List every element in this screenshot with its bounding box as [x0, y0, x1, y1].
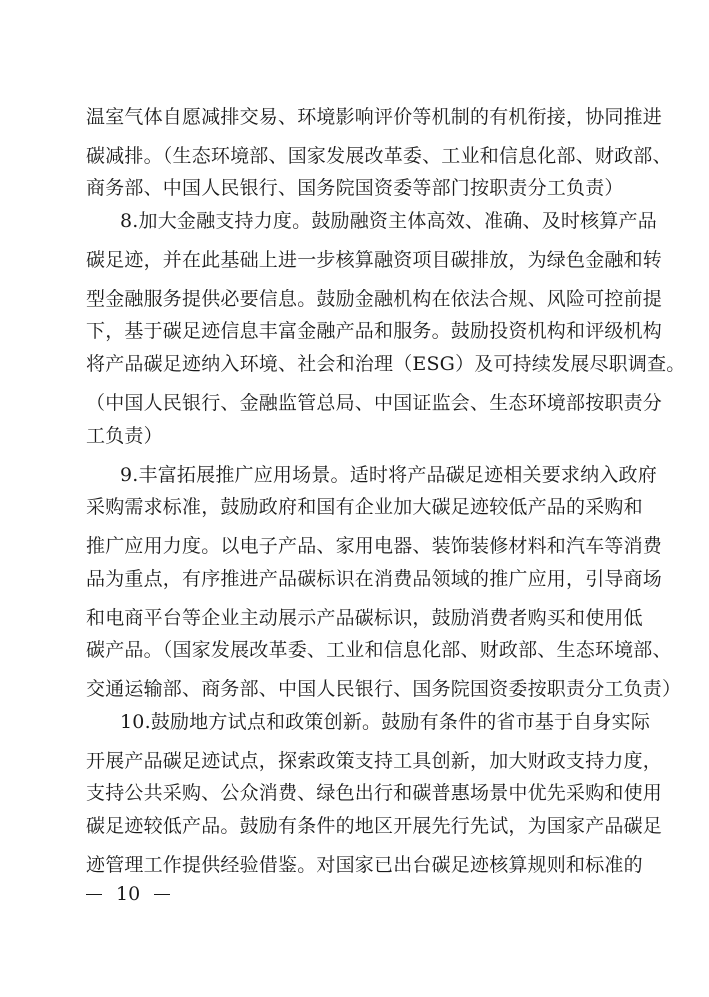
- text-line: 碳足迹，并在此基础上进一步核算融资项目碳排放，为绿色金融和转: [86, 249, 663, 271]
- footer-dash-left: [86, 894, 102, 896]
- paragraph-10-heading-line: 10.鼓励地方试点和政策创新。鼓励有条件的省市基于自身实际: [120, 711, 651, 733]
- text-line: （中国人民银行、金融监管总局、中国证监会、生态环境部按职责分: [86, 392, 663, 414]
- footer-dash-right: [154, 894, 170, 896]
- paragraph-9-heading-line: 9.丰富拓展推广应用场景。适时将产品碳足迹相关要求纳入政府: [120, 464, 657, 486]
- text-line: 商务部、中国人民银行、国务院国资委等部门按职责分工负责）: [86, 177, 624, 199]
- text-line: 支持公共采购、公众消费、绿色出行和碳普惠场景中优先采购和使用: [86, 782, 663, 804]
- page-footer: [86, 885, 170, 904]
- text-line: 推广应用力度。以电子产品、家用电器、装饰装修材料和汽车等消费: [86, 535, 663, 557]
- text-line: 将产品碳足迹纳入环境、社会和治理（ESG）及可持续发展尽职调查。: [86, 353, 686, 375]
- text-line: 工负责）: [86, 425, 163, 447]
- page-number: 10: [116, 883, 141, 905]
- text-line: 品为重点，有序推进产品碳标识在消费品领域的推广应用，引导商场: [86, 568, 663, 590]
- text-line: 碳足迹较低产品。鼓励有条件的地区开展先行先试，为国家产品碳足: [86, 815, 663, 837]
- text-line: 温室气体自愿减排交易、环境影响评价等机制的有机衔接，协同推进: [86, 106, 663, 128]
- text-line: 迹管理工作提供经验借鉴。对国家已出台碳足迹核算规则和标准的: [86, 854, 643, 876]
- text-line: 和电商平台等企业主动展示产品碳标识，鼓励消费者购买和使用低: [86, 607, 643, 629]
- text-line: 碳产品。（国家发展改革委、工业和信息化部、财政部、生态环境部、: [86, 639, 672, 661]
- text-line: 碳减排。（生态环境部、国家发展改革委、工业和信息化部、财政部、: [86, 145, 672, 167]
- text-line: 交通运输部、商务部、中国人民银行、国务院国资委按职责分工负责）: [86, 678, 682, 700]
- text-line: 型金融服务提供必要信息。鼓励金融机构在依法合规、风险可控前提: [86, 288, 663, 310]
- text-line: 开展产品碳足迹试点，探索政策支持工具创新，加大财政支持力度，: [86, 750, 663, 772]
- text-line: 下，基于碳足迹信息丰富金融产品和服务。鼓励投资机构和评级机构: [86, 320, 663, 342]
- paragraph-8-heading-line: 8.加大金融支持力度。鼓励融资主体高效、准确、及时核算产品: [120, 210, 657, 232]
- text-line: 采购需求标准，鼓励政府和国有企业加大碳足迹较低产品的采购和: [86, 496, 643, 518]
